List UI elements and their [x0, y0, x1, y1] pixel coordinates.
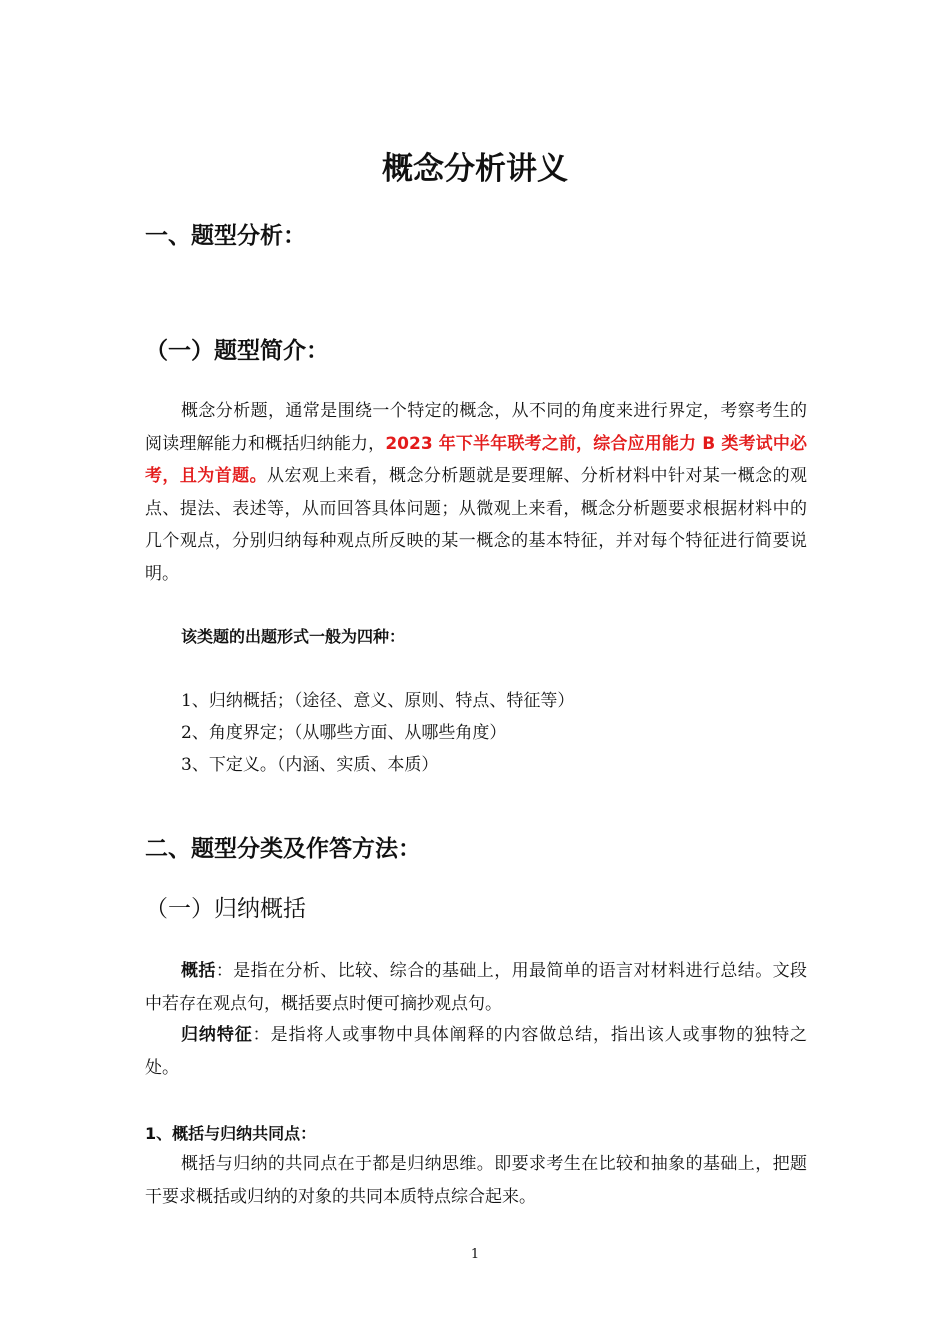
subsection-heading-intro: （一）题型简介：: [145, 338, 329, 364]
section-heading-2: 二、题型分类及作答方法：: [145, 836, 421, 862]
form-item-3: 3、下定义。（内涵、实质、本质）: [181, 755, 439, 775]
form-item-1: 1、归纳概括；（途径、意义、原则、特点、特征等）: [181, 691, 575, 711]
intro-text-end: 从宏观上来看，概念分析题就是要理解、分析材料中针对某一概念的观点、提法、表述等，从而回答具体问题；从微观上来看，概念分析题要求根据材料中的几个观点，分别归纳每种观点所反映的某一概念的基本特征，并对每个特征进行简要说明。: [145, 466, 808, 584]
definition-features-text: ：是指将人或事物中具体阐释的内容做总结，指出该人或事物的独特之处。: [145, 1025, 808, 1078]
definition-features: [145, 1019, 807, 1084]
definition-summarize-text: ：是指在分析、比较、综合的基础上，用最简单的语言对材料进行总结。文段中若存在观点句，概括要点时便可摘抄观点句。: [145, 961, 808, 1014]
forms-heading: 该类题的出题形式一般为四种：: [181, 627, 406, 646]
point-paragraph-1: 概括与归纳的共同点在于都是归纳思维。即要求考生在比较和抽象的基础上，把题干要求概括或归纳的对象的共同本质特点综合起来。: [145, 1154, 807, 1207]
definition-summarize-label: 概括: [181, 961, 216, 981]
definition-features-label: 归纳特征: [181, 1025, 253, 1045]
intro-highlight: 2023 年下半年联考之前，综合应用能力 B 类考试中必考，且为首题。: [145, 433, 808, 486]
intro-text-start: 概念分析题，通常是围绕一个特定的概念，从不同的角度来进行界定，考察考生的阅读理解能力和概括归纳能力，: [145, 401, 807, 454]
definition-summarize: [145, 955, 807, 1020]
page-number: 1: [470, 1247, 480, 1262]
page-title: 概念分析讲义: [382, 151, 568, 187]
intro-paragraph: [145, 395, 807, 590]
section-heading-1: 一、题型分析：: [145, 223, 306, 249]
subsection-heading-summarize: （一）归纳概括: [145, 896, 306, 922]
point-heading-1: 1、概括与归纳共同点：: [145, 1124, 317, 1143]
form-item-2: 2、角度界定；（从哪些方面、从哪些角度）: [181, 723, 507, 743]
